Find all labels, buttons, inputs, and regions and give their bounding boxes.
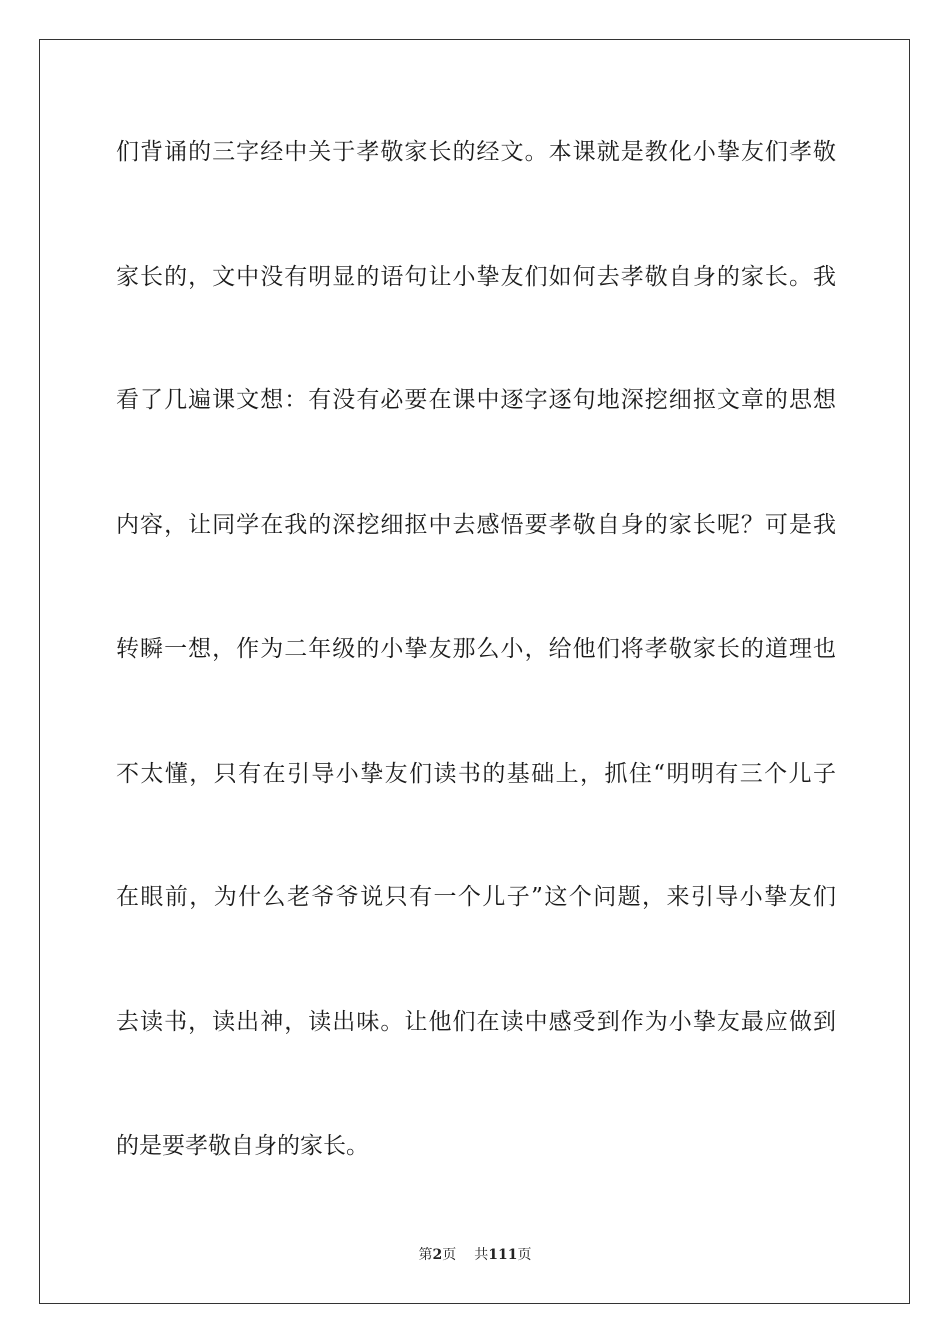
- text-line-2: 家长的，文中没有明显的语句让小挚友们如何去孝敬自身的家长。我: [116, 264, 836, 290]
- text-line-7: 在眼前，为什么老爷爷说只有一个儿子”这个问题，来引导小挚友们: [116, 884, 836, 910]
- text-line-8: 去读书，读出神，读出味。让他们在读中感受到作为小挚友最应做到: [116, 1009, 836, 1035]
- text-line-3: 看了几遍课文想：有没有必要在课中逐字逐句地深挖细抠文章的思想: [116, 387, 836, 413]
- text-line-4: 内容，让同学在我的深挖细抠中去感悟要孝敬自身的家长呢？可是我: [116, 512, 836, 538]
- total-prefix: 共: [474, 1247, 489, 1263]
- text-line-6: 不太懂，只有在引导小挚友们读书的基础上，抓住“明明有三个儿子: [116, 761, 836, 787]
- text-line-9: 的是要孝敬自身的家长。: [116, 1133, 369, 1159]
- text-line-1: 们背诵的三字经中关于孝敬家长的经文。本课就是教化小挚友们孝敬: [116, 139, 836, 165]
- total-pages: 111: [488, 1247, 518, 1263]
- page-footer: [0, 1246, 950, 1264]
- total-suffix: 页: [517, 1247, 532, 1263]
- page-border: [39, 39, 910, 1304]
- page-prefix: 第: [418, 1247, 433, 1263]
- page-number: 2: [432, 1247, 443, 1263]
- page-suffix: 页: [442, 1247, 457, 1263]
- text-line-5: 转瞬一想，作为二年级的小挚友那么小，给他们将孝敬家长的道理也: [116, 636, 836, 662]
